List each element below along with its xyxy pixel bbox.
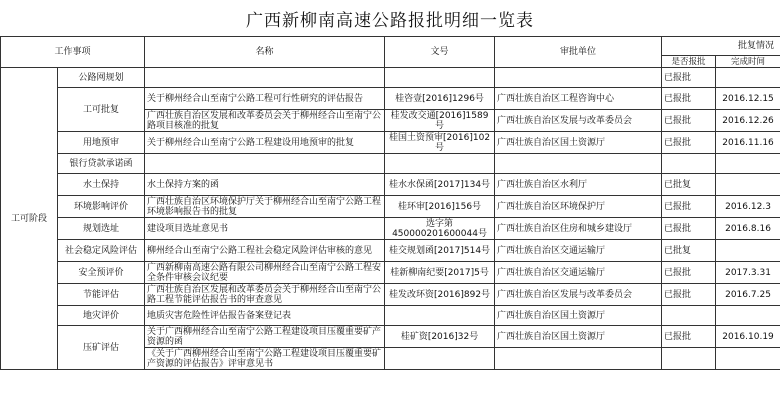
row-item: 公路网规划 [58,68,145,88]
row-status: 已报批 [662,284,716,306]
row-item: 社会稳定风险评估 [58,240,145,262]
table-row [1,68,780,88]
row-status: 已报批 [662,326,716,348]
table-row [1,284,780,306]
row-doc: 选字第450000201600044号 [385,218,495,240]
row-doc: 桂发改交通[2016]1589号 [385,110,495,132]
table-row [1,174,780,196]
row-item: 节能评估 [58,284,145,306]
row-name [145,68,385,88]
table-row [1,262,780,284]
row-name: 《关于广西柳州经合山至南宁公路工程建设项目压覆重要矿产资源的评估报告》评审意见书 [145,348,385,370]
row-date [716,68,780,88]
row-item: 环境影响评价 [58,196,145,218]
row-unit: 广西壮族自治区工程咨询中心 [495,88,662,110]
row-date [716,348,780,370]
table-row [1,218,780,240]
header-approved: 是否报批 [662,56,716,68]
row-status: 已报批 [662,132,716,154]
row-unit: 广西壮族自治区住房和城乡建设厅 [495,218,662,240]
row-unit: 广西壮族自治区发展与改革委员会 [495,110,662,132]
row-doc [385,348,495,370]
row-date: 2017.3.31 [716,262,780,284]
page-title: 广西新柳南高速公路报批明细一览表 [246,11,534,31]
row-name: 广西壮族自治区发展和改革委员会关于柳州经合山至南宁公路项目核准的批复 [145,110,385,132]
row-unit [495,68,662,88]
row-doc: 桂咨壹[2016]1296号 [385,88,495,110]
table-row [1,326,780,348]
row-doc: 桂发改环资[2016]892号 [385,284,495,306]
header-doc-no: 文号 [385,37,495,68]
phase-cell: 工可阶段 [1,68,58,370]
row-name: 广西新柳南高速公路有限公司柳州经合山至南宁公路工程安全条件审核会议纪要 [145,262,385,284]
row-item: 用地预审 [58,132,145,154]
row-name: 水土保持方案的函 [145,174,385,196]
row-status: 已报批 [662,110,716,132]
row-status: 已批复 [662,240,716,262]
row-doc [385,154,495,174]
row-name: 地质灾害危险性评估报告备案登记表 [145,306,385,326]
row-item: 规划选址 [58,218,145,240]
row-date [716,240,780,262]
row-item: 安全预评价 [58,262,145,284]
header-item: 工作事项 [1,37,145,68]
row-doc: 桂环审[2016]156号 [385,196,495,218]
row-doc [385,68,495,88]
row-unit: 广西壮族自治区国土资源厅 [495,326,662,348]
row-doc: 桂交规划函[2017]514号 [385,240,495,262]
row-unit: 广西壮族自治区发展与改革委员会 [495,284,662,306]
row-item: 地灾评价 [58,306,145,326]
row-date: 2016.10.19 [716,326,780,348]
row-name: 关于广西柳州经合山至南宁公路工程建设项目压覆重要矿产资源的函 [145,326,385,348]
row-date: 2016.7.25 [716,284,780,306]
row-date [716,154,780,174]
row-status: 已报批 [662,218,716,240]
row-status: 已批复 [662,174,716,196]
row-date [716,306,780,326]
row-status [662,154,716,174]
row-doc [385,306,495,326]
row-date [716,174,780,196]
row-date: 2016.12.3 [716,196,780,218]
row-unit: 广西壮族自治区国土资源厅 [495,132,662,154]
row-unit: 广西壮族自治区国土资源厅 [495,306,662,326]
row-item: 水土保持 [58,174,145,196]
row-name: 关于柳州经合山至南宁公路工程建设用地预审的批复 [145,132,385,154]
row-name: 建设项目选址意见书 [145,218,385,240]
table-row [1,196,780,218]
header-status-group: 批复情况 [662,37,780,56]
header-name: 名称 [145,37,385,68]
row-status: 已报批 [662,196,716,218]
row-status: 已报批 [662,262,716,284]
row-name: 广西壮族自治区环境保护厅关于柳州经合山至南宁公路工程环境影响报告书的批复 [145,196,385,218]
row-date: 2016.12.15 [716,88,780,110]
approval-table [0,36,780,370]
header-approver: 审批单位 [495,37,662,68]
row-item: 工可批复 [58,88,145,132]
row-doc: 桂水水保函[2017]134号 [385,174,495,196]
row-doc: 桂国土资预审[2016]102号 [385,132,495,154]
row-name [145,154,385,174]
table-row [1,306,780,326]
row-unit [495,348,662,370]
row-name: 柳州经合山至南宁公路工程社会稳定风险评估审核的意见 [145,240,385,262]
row-date: 2016.11.16 [716,132,780,154]
row-unit: 广西壮族自治区水利厅 [495,174,662,196]
row-status [662,306,716,326]
row-unit: 广西壮族自治区交通运输厅 [495,262,662,284]
row-name: 关于柳州经合山至南宁公路工程可行性研究的评估报告 [145,88,385,110]
row-date: 2016.8.16 [716,218,780,240]
row-name: 广西壮族自治区发展和改革委员会关于柳州经合山至南宁公路工程节能评估报告书的审查意见 [145,284,385,306]
table-row [1,154,780,174]
row-item: 压矿评估 [58,326,145,370]
table-row [1,88,780,110]
row-unit: 广西壮族自治区交通运输厅 [495,240,662,262]
table-row [1,132,780,154]
header-completion: 完成时间 [716,56,780,68]
row-unit: 广西壮族自治区环境保护厅 [495,196,662,218]
row-unit [495,154,662,174]
row-doc: 桂矿资[2016]32号 [385,326,495,348]
row-item: 银行贷款承诺函 [58,154,145,174]
row-status [662,348,716,370]
row-doc: 桂新柳南纪要[2017]5号 [385,262,495,284]
row-date: 2016.12.26 [716,110,780,132]
row-status: 已报批 [662,88,716,110]
header-row [1,37,780,56]
table-row [1,240,780,262]
row-status: 已报批 [662,68,716,88]
